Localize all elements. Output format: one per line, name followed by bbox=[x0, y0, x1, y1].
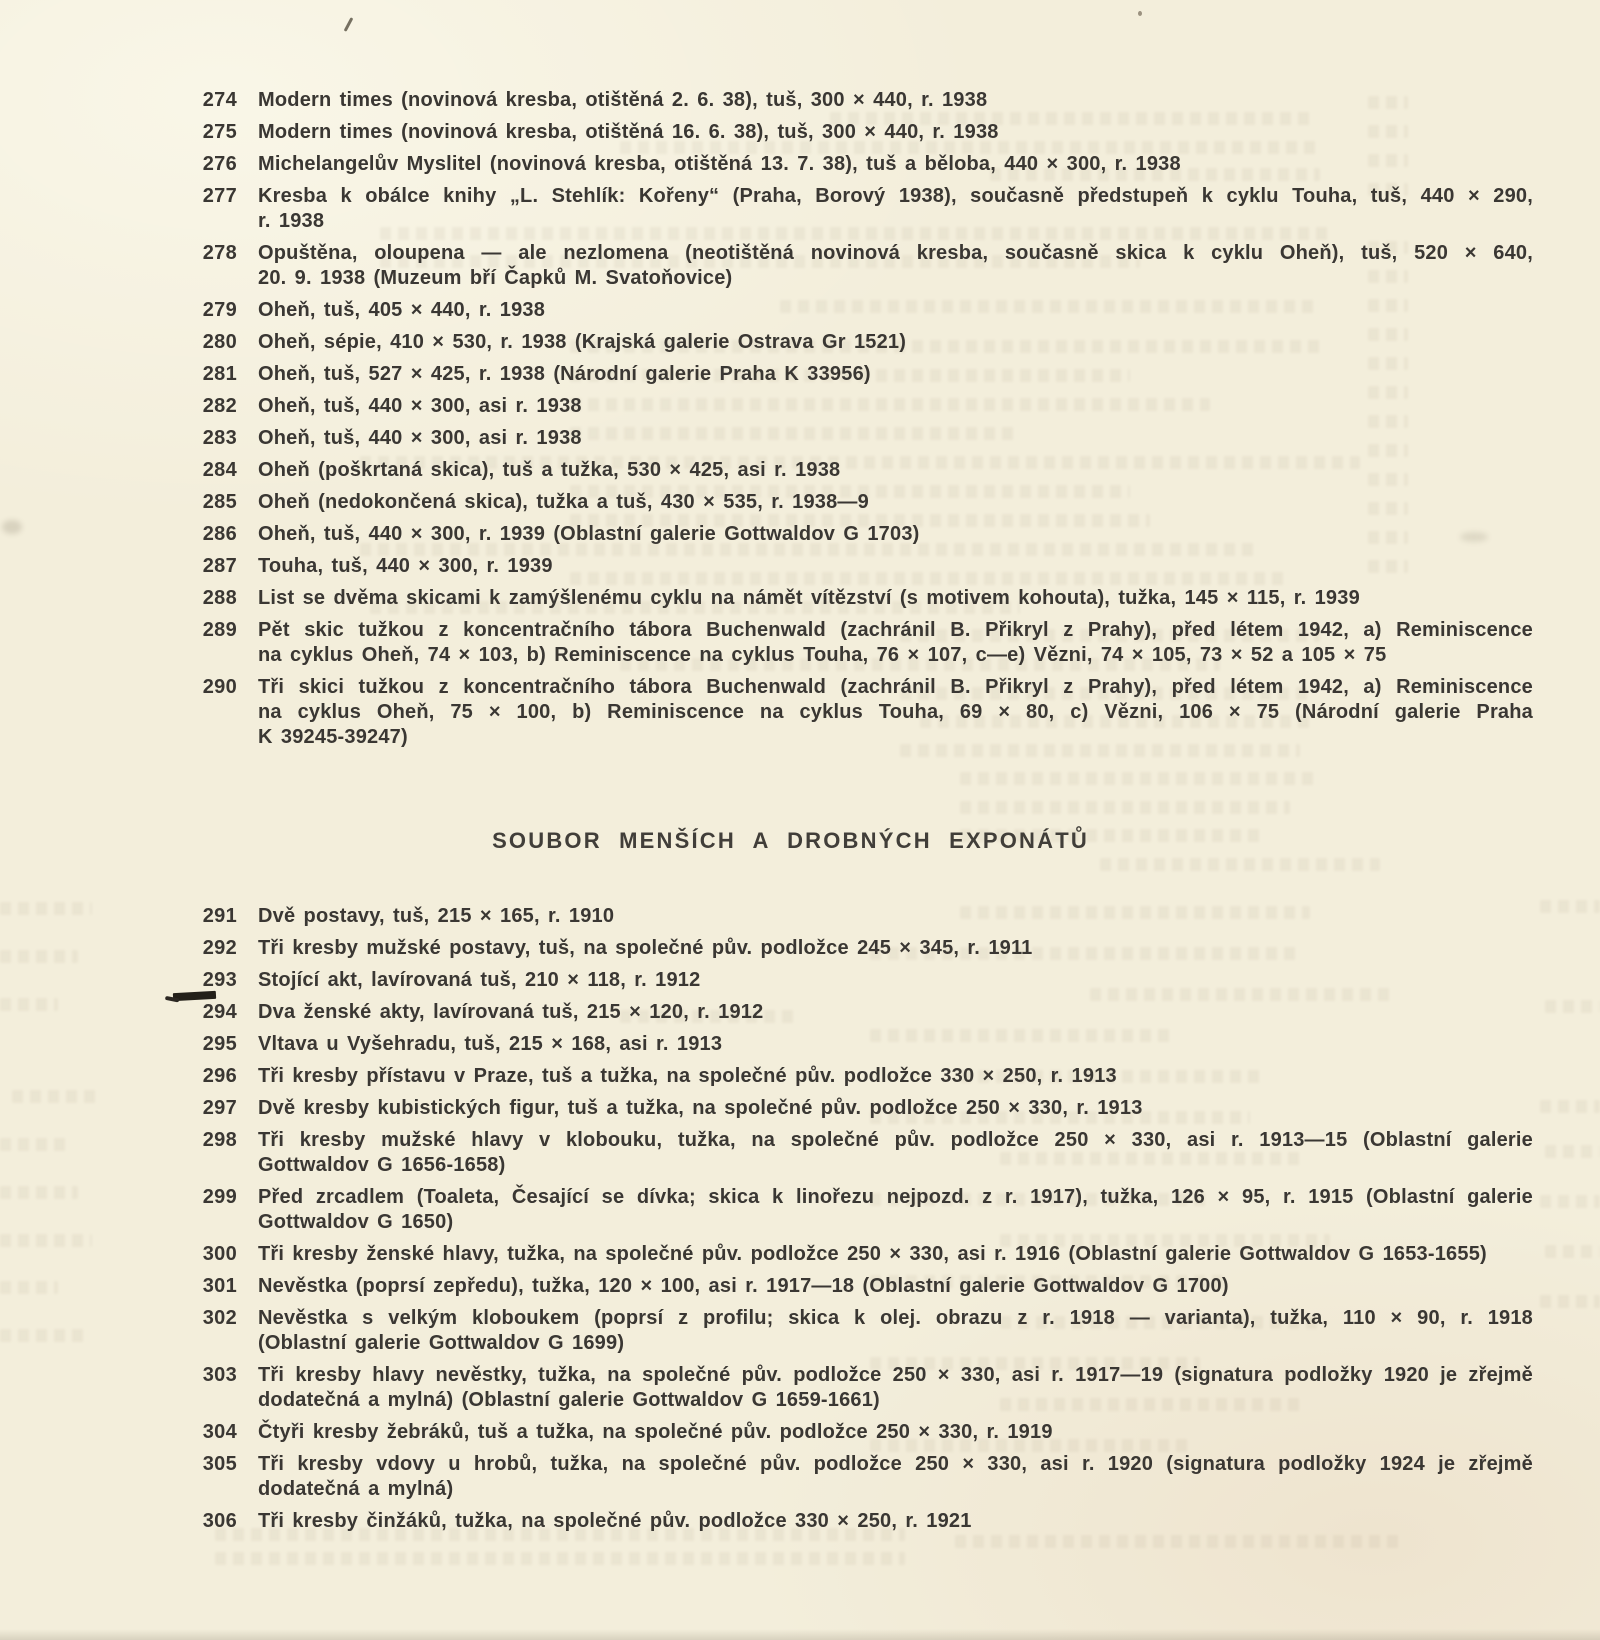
entry-text-line: List se dvěma skicami k zamýšlenému cyklu na námět vítězství (s motivem kohouta), tužka, 145 × 115, r. 1939 bbox=[258, 587, 1360, 609]
entry-text bbox=[258, 1064, 1533, 1089]
ghost-text-row bbox=[12, 1090, 100, 1103]
entry-number: 274 bbox=[202, 89, 237, 111]
entry-text bbox=[258, 1363, 1533, 1413]
catalog-entry bbox=[202, 1242, 1533, 1267]
entry-number: 283 bbox=[202, 427, 237, 449]
ghost-text-row bbox=[0, 1329, 86, 1342]
catalog-body bbox=[202, 88, 1533, 1541]
entry-text-line: Opuštěna, oloupena — ale nezlomena (neotištěná novinová kresba, současně skica k cyklu Oheň), tuš, 520 × 640, bbox=[258, 242, 1533, 264]
entry-text-line: na cyklus Oheň, 74 × 103, b) Reminiscence na cyklus Touha, 76 × 107, c—e) Vězni, 74 × 105, 73 × 52 a 105 × 75 bbox=[258, 644, 1387, 666]
entry-text bbox=[258, 330, 1533, 355]
entry-number: 291 bbox=[202, 905, 237, 927]
entry-text bbox=[258, 936, 1533, 961]
ghost-text-row bbox=[0, 1186, 78, 1199]
catalog-entry bbox=[202, 88, 1533, 113]
entry-text bbox=[258, 1306, 1533, 1356]
catalog-entry bbox=[202, 184, 1533, 234]
entry-text-line: Tři kresby mužské hlavy v klobouku, tužka, na společné pův. podložce 250 × 330, asi r. 1913—15 (Oblastní galerie bbox=[258, 1129, 1533, 1151]
catalog-entry bbox=[202, 1032, 1533, 1057]
ghost-text-row bbox=[0, 1234, 92, 1247]
ghost-text-row bbox=[1540, 1195, 1600, 1208]
entry-number: 293 bbox=[202, 969, 237, 991]
entry-number: 287 bbox=[202, 555, 237, 577]
entry-number: 296 bbox=[202, 1065, 237, 1087]
pencil-mark-tail bbox=[165, 996, 180, 1003]
entry-number: 294 bbox=[202, 1001, 237, 1023]
catalog-entry bbox=[202, 1096, 1533, 1121]
entry-number: 297 bbox=[202, 1097, 237, 1119]
entry-text-line: Tři kresby mužské postavy, tuš, na společné pův. podložce 245 × 345, r. 1911 bbox=[258, 937, 1033, 959]
entry-text bbox=[258, 394, 1533, 419]
catalog-entry bbox=[202, 1363, 1533, 1413]
entry-text bbox=[258, 904, 1533, 929]
ghost-text-row bbox=[1540, 1295, 1600, 1308]
entry-text bbox=[258, 362, 1533, 387]
entry-text bbox=[258, 1185, 1533, 1235]
entry-number: 281 bbox=[202, 363, 237, 385]
entry-text-line: Modern times (novinová kresba, otištěná 2. 6. 38), tuš, 300 × 440, r. 1938 bbox=[258, 89, 988, 111]
entry-text-line: Oheň, sépie, 410 × 530, r. 1938 (Krajská galerie Ostrava Gr 1521) bbox=[258, 331, 907, 353]
entry-number: 288 bbox=[202, 587, 237, 609]
scan-speck-icon bbox=[344, 17, 354, 32]
entry-text-line: na cyklus Oheň, 75 × 100, b) Reminiscence na cyklus Touha, 69 × 80, c) Vězni, 106 × 75 (Národní galerie Praha bbox=[258, 701, 1533, 723]
entry-text-line: Oheň, tuš, 440 × 300, r. 1939 (Oblastní galerie Gottwaldov G 1703) bbox=[258, 523, 920, 545]
entry-text-line: Gottwaldov G 1650) bbox=[258, 1211, 454, 1233]
entry-number: 306 bbox=[202, 1510, 237, 1532]
entry-number: 305 bbox=[202, 1453, 237, 1475]
entry-text bbox=[258, 184, 1533, 234]
catalog-entry bbox=[202, 968, 1533, 993]
catalog-entry bbox=[202, 675, 1533, 750]
ghost-text-row bbox=[1540, 900, 1600, 913]
entry-text bbox=[258, 490, 1533, 515]
page-bottom-edge bbox=[0, 1629, 1600, 1640]
catalog-entry bbox=[202, 936, 1533, 961]
ghost-text-row bbox=[1545, 1145, 1600, 1158]
catalog-entry bbox=[202, 618, 1533, 668]
entry-text bbox=[258, 1420, 1533, 1445]
entry-text-line: Michelangelův Myslitel (novinová kresba, otištěná 13. 7. 38), tuš a běloba, 440 × 300, r. 1938 bbox=[258, 153, 1181, 175]
entry-text-line: Touha, tuš, 440 × 300, r. 1939 bbox=[258, 555, 553, 577]
entry-number: 279 bbox=[202, 299, 237, 321]
catalog-entry bbox=[202, 586, 1533, 611]
section-heading: SOUBOR MENŠÍCH A DROBNÝCH EXPONÁTŮ bbox=[492, 828, 1089, 853]
entry-number: 302 bbox=[202, 1307, 237, 1329]
entry-text-line: Pět skic tužkou z koncentračního tábora Buchenwald (zachránil B. Přikryl z Prahy), před létem 1942, a) Reminiscence bbox=[258, 619, 1533, 641]
entry-text-line: Tři kresby hlavy nevěstky, tužka, na společné pův. podložce 250 × 330, asi r. 1917—19 (signatura podložky 1920 je zřejmě bbox=[258, 1364, 1533, 1386]
entry-text-line: K 39245-39247) bbox=[258, 726, 408, 748]
entry-text bbox=[258, 1452, 1533, 1502]
entry-text-line: Tři skici tužkou z koncentračního tábora Buchenwald (zachránil B. Přikryl z Prahy), před létem 1942, a) Reminiscence bbox=[258, 676, 1533, 698]
entry-text-line: Nevěstka (poprsí zepředu), tužka, 120 × 100, asi r. 1917—18 (Oblastní galerie Gottwaldov G 1700) bbox=[258, 1275, 1229, 1297]
catalog-entry bbox=[202, 458, 1533, 483]
entry-number: 276 bbox=[202, 153, 237, 175]
ghost-text-row bbox=[0, 998, 58, 1011]
catalog-entry bbox=[202, 904, 1533, 929]
entry-text bbox=[258, 426, 1533, 451]
entry-text-line: Kresba k obálce knihy „L. Stehlík: Kořeny“ (Praha, Borový 1938), současně předstupeň k cyklu Touha, tuš, 440 × 290, bbox=[258, 185, 1533, 207]
entry-text-line: dodatečná a mylná) bbox=[258, 1478, 454, 1500]
catalog-entry bbox=[202, 330, 1533, 355]
entry-number: 299 bbox=[202, 1186, 237, 1208]
catalog-entry bbox=[202, 1509, 1533, 1534]
entry-text-line: Nevěstka s velkým kloboukem (poprsí z profilu; skica k olej. obrazu z r. 1918 — varianta), tužka, 110 × 90, r. 1918 bbox=[258, 1307, 1533, 1329]
catalog-entry bbox=[202, 490, 1533, 515]
catalog-entry bbox=[202, 1306, 1533, 1356]
entry-text bbox=[258, 618, 1533, 668]
entry-text-line: Oheň, tuš, 405 × 440, r. 1938 bbox=[258, 299, 546, 321]
entry-text-line: Gottwaldov G 1656-1658) bbox=[258, 1154, 506, 1176]
entry-number: 301 bbox=[202, 1275, 237, 1297]
entry-text-line: Dvě kresby kubistických figur, tuš a tužka, na společné pův. podložce 250 × 330, r. 1913 bbox=[258, 1097, 1143, 1119]
catalog-entry bbox=[202, 1128, 1533, 1178]
ghost-text-row bbox=[1545, 1245, 1600, 1258]
entry-number: 303 bbox=[202, 1364, 237, 1386]
entry-text-line: Vltava u Vyšehradu, tuš, 215 × 168, asi r. 1913 bbox=[258, 1033, 723, 1055]
scan-dot-icon bbox=[1138, 11, 1142, 16]
catalog-entry bbox=[202, 1185, 1533, 1235]
catalog-entry bbox=[202, 1000, 1533, 1025]
entry-text bbox=[258, 1242, 1533, 1267]
entry-text bbox=[258, 458, 1533, 483]
entry-text-line: 20. 9. 1938 (Muzeum bří Čapků M. Svatoňovice) bbox=[258, 267, 733, 289]
entry-text-line: Oheň (nedokončená skica), tužka a tuš, 430 × 535, r. 1938—9 bbox=[258, 491, 869, 513]
entry-text-line: Před zrcadlem (Toaleta, Česající se dívka; skica k linořezu nejpozd. z r. 1917), tužka, 126 × 95, r. 1915 (Oblastní galerie bbox=[258, 1186, 1533, 1208]
entry-number: 282 bbox=[202, 395, 237, 417]
entry-text-line: Čtyři kresby žebráků, tuš a tužka, na společné pův. podložce 250 × 330, r. 1919 bbox=[258, 1421, 1053, 1443]
ghost-text-row bbox=[0, 902, 92, 915]
entry-text bbox=[258, 522, 1533, 547]
entry-text bbox=[258, 1274, 1533, 1299]
entry-number: 304 bbox=[202, 1421, 237, 1443]
catalog-entry bbox=[202, 1420, 1533, 1445]
entry-text-line: dodatečná a mylná) (Oblastní galerie Gottwaldov G 1659-1661) bbox=[258, 1389, 880, 1411]
catalog-entry bbox=[202, 1274, 1533, 1299]
entry-text-line: Modern times (novinová kresba, otištěná 16. 6. 38), tuš, 300 × 440, r. 1938 bbox=[258, 121, 999, 143]
entry-text bbox=[258, 1509, 1533, 1534]
entry-text bbox=[258, 1096, 1533, 1121]
entry-number: 300 bbox=[202, 1243, 237, 1265]
entry-text-line: Stojící akt, lavírovaná tuš, 210 × 118, r. 1912 bbox=[258, 969, 701, 991]
catalog-entry bbox=[202, 394, 1533, 419]
ghost-text-row bbox=[1545, 1000, 1600, 1013]
entry-number: 298 bbox=[202, 1129, 237, 1151]
entry-text-line: Oheň, tuš, 440 × 300, asi r. 1938 bbox=[258, 395, 582, 417]
entry-number: 280 bbox=[202, 331, 237, 353]
entry-number: 277 bbox=[202, 185, 237, 207]
entry-text bbox=[258, 1000, 1533, 1025]
ghost-text-row bbox=[0, 1138, 66, 1151]
entry-number: 275 bbox=[202, 121, 237, 143]
entry-text-line: Oheň, tuš, 440 × 300, asi r. 1938 bbox=[258, 427, 582, 449]
catalog-entry bbox=[202, 426, 1533, 451]
entry-number: 289 bbox=[202, 619, 237, 641]
entry-text-line: Tři kresby činžáků, tužka, na společné pův. podložce 330 × 250, r. 1921 bbox=[258, 1510, 972, 1532]
entry-text bbox=[258, 120, 1533, 145]
catalog-entry bbox=[202, 1452, 1533, 1502]
entry-text-line: Dva ženské akty, lavírovaná tuš, 215 × 120, r. 1912 bbox=[258, 1001, 764, 1023]
entry-number: 286 bbox=[202, 523, 237, 545]
entry-text bbox=[258, 675, 1533, 750]
catalog-entry bbox=[202, 1064, 1533, 1089]
catalog-entry bbox=[202, 554, 1533, 579]
catalog-entry bbox=[202, 241, 1533, 291]
entry-text bbox=[258, 968, 1533, 993]
entry-text bbox=[258, 298, 1533, 323]
entry-text bbox=[258, 1032, 1533, 1057]
ghost-text-row bbox=[215, 1552, 905, 1565]
entry-text-line: Tři kresby přístavu v Praze, tuš a tužka, na společné pův. podložce 330 × 250, r. 1913 bbox=[258, 1065, 1117, 1087]
entry-text-line: Oheň, tuš, 527 × 425, r. 1938 (Národní galerie Praha K 33956) bbox=[258, 363, 871, 385]
entry-text-line: (Oblastní galerie Gottwaldov G 1699) bbox=[258, 1332, 625, 1354]
entry-text-line: Tři kresby ženské hlavy, tužka, na společné pův. podložce 250 × 330, asi r. 1916 (Oblastní galerie Gottwaldov G 1653-1655) bbox=[258, 1243, 1487, 1265]
entry-text bbox=[258, 554, 1533, 579]
entry-text-line: Oheň (poškrtaná skica), tuš a tužka, 530 × 425, asi r. 1938 bbox=[258, 459, 841, 481]
entry-number: 292 bbox=[202, 937, 237, 959]
entry-number: 295 bbox=[202, 1033, 237, 1055]
scan-smudge-left bbox=[2, 520, 22, 534]
entry-text bbox=[258, 1128, 1533, 1178]
ghost-text-row bbox=[0, 1281, 58, 1294]
entry-text bbox=[258, 241, 1533, 291]
catalog-entry bbox=[202, 522, 1533, 547]
entry-text-line: Dvě postavy, tuš, 215 × 165, r. 1910 bbox=[258, 905, 615, 927]
entry-number: 284 bbox=[202, 459, 237, 481]
entry-number: 278 bbox=[202, 242, 237, 264]
catalog-entry bbox=[202, 120, 1533, 145]
entry-number: 285 bbox=[202, 491, 237, 513]
catalog-entry bbox=[202, 152, 1533, 177]
entry-number: 290 bbox=[202, 676, 237, 698]
entry-text bbox=[258, 586, 1533, 611]
entry-text-line: r. 1938 bbox=[258, 210, 325, 232]
ghost-text-row bbox=[0, 950, 78, 963]
entry-text bbox=[258, 88, 1533, 113]
entry-text bbox=[258, 152, 1533, 177]
entry-text-line: Tři kresby vdovy u hrobů, tužka, na společné pův. podložce 250 × 330, asi r. 1920 (signatura podložky 1924 je zřejmě bbox=[258, 1453, 1533, 1475]
catalog-entry bbox=[202, 298, 1533, 323]
catalog-entry bbox=[202, 362, 1533, 387]
ghost-text-row bbox=[1540, 1100, 1600, 1113]
